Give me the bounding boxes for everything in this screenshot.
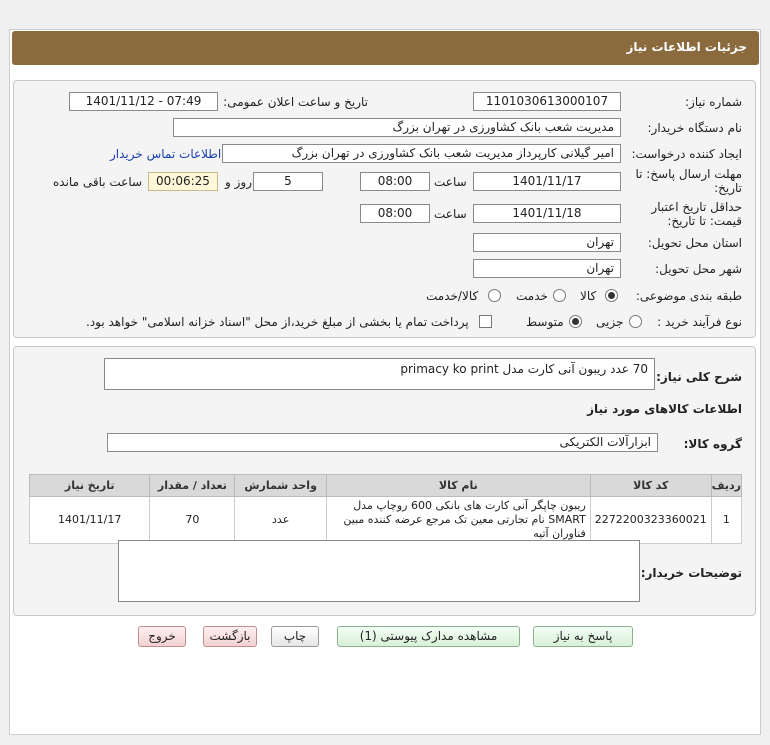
need-summary-field: 70 عدد ریبون آنی کارت مدل primacy ko print (104, 358, 655, 390)
process-option-medium: متوسط (526, 315, 564, 329)
col-qty: تعداد / مقدار (150, 475, 235, 497)
reply-date-field: 1401/11/17 (473, 172, 621, 191)
cell-date: 1401/11/17 (30, 497, 150, 544)
validity-label-1: حداقل تاریخ اعتبار (651, 200, 742, 214)
process-label: نوع فرآیند خرید : (657, 315, 742, 329)
remaining-label: ساعت باقی مانده (53, 175, 143, 189)
category-radio-goods[interactable] (605, 289, 618, 302)
creator-label: ایجاد کننده درخواست: (631, 147, 742, 161)
col-name: نام کالا (326, 475, 590, 497)
reply-deadline-label-2: تاریخ: (714, 181, 742, 195)
need-number-field: 1101030613000107 (473, 92, 621, 111)
treasury-payment-checkbox[interactable] (479, 315, 492, 328)
contact-buyer-link[interactable]: اطلاعات تماس خریدار (110, 147, 222, 161)
process-option-minor: جزیی (596, 315, 624, 329)
col-code: کد کالا (590, 475, 711, 497)
col-unit: واحد شمارش (235, 475, 326, 497)
print-button[interactable]: چاپ (271, 626, 319, 647)
col-row: ردیف (711, 475, 741, 497)
validity-label-2: قیمت: تا تاریخ: (667, 214, 742, 228)
category-radio-goods-service[interactable] (488, 289, 501, 302)
reply-to-need-button[interactable]: پاسخ به نیاز (533, 626, 633, 647)
category-radio-service[interactable] (553, 289, 566, 302)
treasury-payment-note: پرداخت تمام یا بخشی از مبلغ خرید،از محل "اسناد خزانه اسلامی" خواهد بود. (86, 315, 469, 329)
cell-unit: عدد (235, 497, 326, 544)
creator-field: امیر گیلانی کارپرداز مدیریت شعب بانک کشاورزی در تهران بزرگ (222, 144, 621, 163)
cell-qty: 70 (150, 497, 235, 544)
need-summary-label: شرح کلی نیاز: (656, 370, 742, 384)
category-label: طبقه بندی موضوعی: (635, 289, 742, 303)
goods-group-field: ابزارآلات الکتریکی (107, 433, 658, 452)
back-button[interactable]: بازگشت (203, 626, 257, 647)
page-header (12, 31, 759, 65)
need-number-label: شماره نیاز: (685, 95, 742, 109)
process-radio-medium[interactable] (569, 315, 582, 328)
goods-group-label: گروه کالا: (683, 437, 742, 451)
validity-time-field: 08:00 (360, 204, 430, 223)
days-field: 5 (253, 172, 323, 191)
view-attachments-button[interactable]: مشاهده مدارک پیوستی (1) (337, 626, 520, 647)
days-label: روز و (225, 175, 252, 189)
remaining-time-field: 00:06:25 (148, 172, 218, 191)
validity-time-label: ساعت (434, 207, 467, 221)
buyer-notes-label: توضیحات خریدار: (640, 566, 742, 580)
col-date: تاریخ نیاز (30, 475, 150, 497)
buyer-org-field: مدیریت شعب بانک کشاورزی در تهران بزرگ (173, 118, 621, 137)
buyer-notes-field (118, 540, 640, 602)
page-title: جزئیات اطلاعات نیاز (626, 40, 747, 54)
goods-info-title: اطلاعات کالاهای مورد نیاز (587, 402, 742, 416)
process-radio-minor[interactable] (629, 315, 642, 328)
category-option-service: خدمت (516, 289, 548, 303)
city-field: تهران (473, 259, 621, 278)
cell-name: ریبون چاپگر آنی کارت های بانکی 600 روچاپ مدل SMART نام تجارتی معین تک مرجع عرضه کننده مبین فناوران آتیه (326, 497, 590, 544)
cell-code: 2272200323360021 (590, 497, 711, 544)
announce-label: تاریخ و ساعت اعلان عمومی: (223, 95, 368, 109)
province-field: تهران (473, 233, 621, 252)
cell-row: 1 (711, 497, 741, 544)
goods-table (29, 474, 742, 544)
reply-time-field: 08:00 (360, 172, 430, 191)
table-row (30, 497, 742, 544)
buyer-org-label: نام دستگاه خریدار: (647, 121, 742, 135)
category-option-goods-service: کالا/خدمت (426, 289, 479, 303)
reply-deadline-label-1: مهلت ارسال پاسخ: تا (635, 167, 742, 181)
city-label: شهر محل تحویل: (655, 262, 742, 276)
province-label: استان محل تحویل: (647, 236, 742, 250)
exit-button[interactable]: خروج (138, 626, 186, 647)
reply-time-label: ساعت (434, 175, 467, 189)
category-option-goods: کالا (580, 289, 597, 303)
validity-date-field: 1401/11/18 (473, 204, 621, 223)
announce-field: 1401/11/12 - 07:49 (69, 92, 218, 111)
